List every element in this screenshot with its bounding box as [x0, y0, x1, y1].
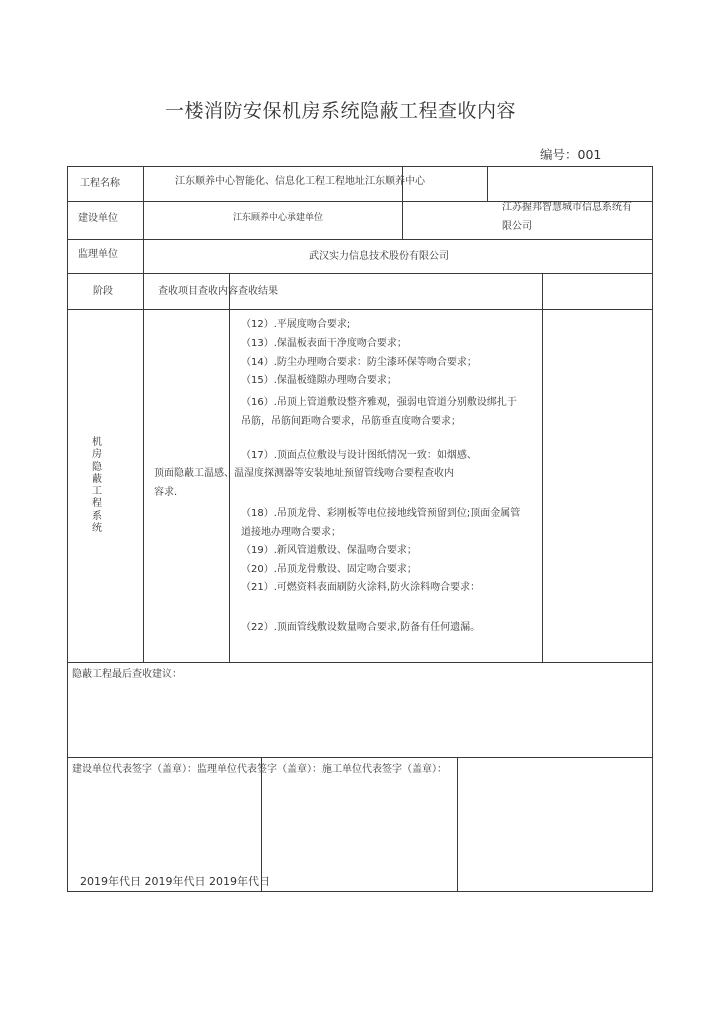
list-item: （19）.新风管道敷设、保温吻合要求；	[241, 545, 417, 556]
system-name: 机房隐蔽工程系统	[92, 437, 102, 535]
list-item: （18）.吊顶龙骨、彩刚板等电位接地线管预留到位;顶面金属管道接地办理吻合要求；	[241, 508, 521, 538]
supervision-unit-value: 武汉实力信息技术股份有限公司	[309, 251, 449, 262]
supervision-unit-label: 监理单位	[78, 249, 118, 260]
stage-header: 查收项目查收内容查收结果	[158, 286, 278, 297]
signature-label: 建设单位代表签字（盖章）：监理单位代表签字（盖章）：施工单位代表签字（盖章）：	[72, 764, 447, 775]
project-name-label: 工程名称	[80, 178, 120, 189]
project-name-value: 江东顺养中心智能化、信息化工程工程地址江东顺养中心	[175, 176, 425, 187]
list-item: （14）.防尘办理吻合要求：防尘漆环保等吻合要求；	[241, 357, 477, 368]
list-item: （20）.吊顶龙骨敷设、固定吻合要求；	[241, 564, 417, 575]
list-item: （12）.平展度吻合要求;	[241, 319, 351, 330]
document-number: 编号：001	[540, 147, 602, 162]
construction-unit-value: 江东顾养中心承建单位	[233, 213, 324, 223]
list-item: （16）.吊顶上管道敷设整齐雅观，强弱电管道分别敷设绑扎于吊筋，吊筋间距吻合要求，吊筋垂直度吻合要求；	[241, 397, 517, 427]
list-item: （22）.顶面管线敷设数量吻合要求,防备有任何遗漏。	[241, 622, 481, 633]
construction-unit-label: 建设单位	[78, 213, 118, 224]
final-suggestion-label: 隐蔽工程最后查收建议：	[72, 669, 182, 680]
list-item: （17）.顶面点位敷设与设计图纸情况一致：如烟感、	[241, 450, 477, 461]
list-item: （13）.保温板表面干净度吻合要求；	[241, 338, 407, 349]
list-item: （21）.可燃资料表面刷防火涂料,防火涂料吻合要求：	[241, 582, 481, 593]
contractor-value: 江苏握邦智慧城市信息系统有限公司	[502, 202, 632, 232]
page-title: 一楼消防安保机房系统隐蔽工程查收内容	[165, 100, 517, 122]
check-item: 顶面隐蔽工温感、温湿度探测器等安装地址预留管线吻合要程查收内容求.	[154, 468, 454, 498]
signature-dates: 2019年代日 2019年代日 2019年代日	[80, 875, 270, 888]
stage-label: 阶段	[93, 286, 113, 297]
list-item: （15）.保温板缝隙办理吻合要求；	[241, 375, 397, 386]
